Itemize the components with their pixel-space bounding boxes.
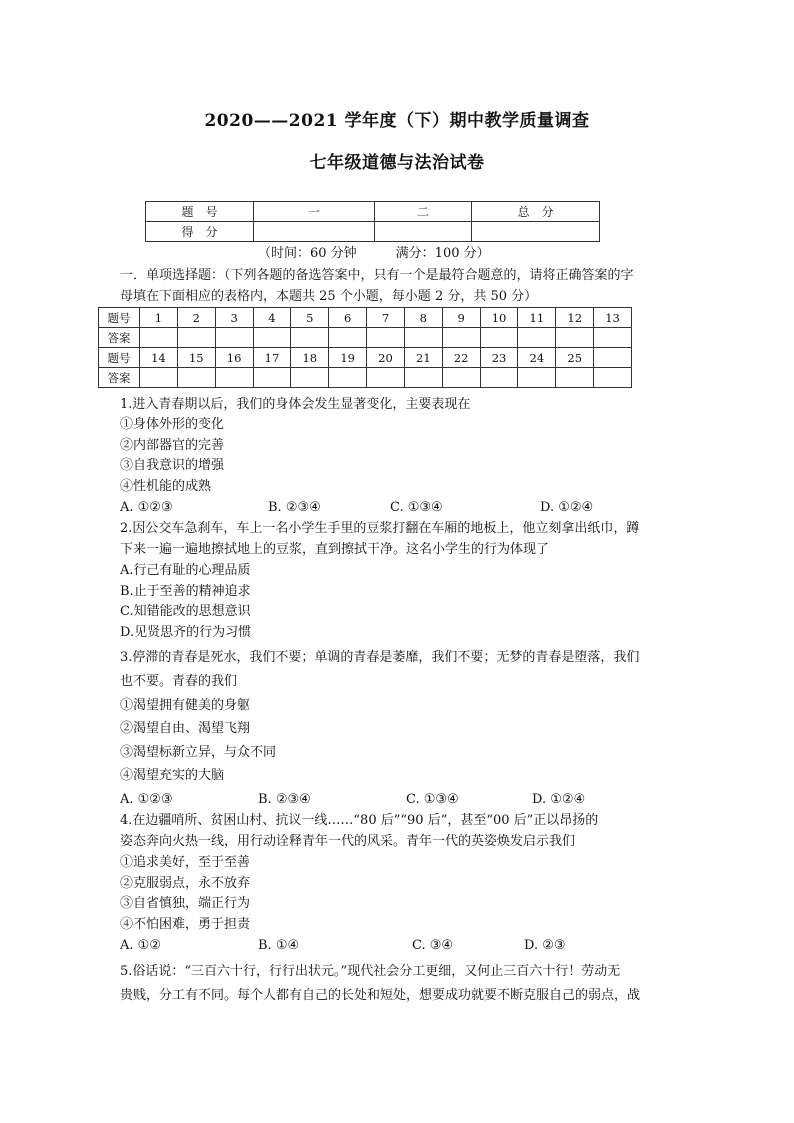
score-header-cell: 总 分 (472, 202, 600, 222)
question-item: ①渴望拥有健美的身躯 (120, 698, 251, 713)
question-item: ①追求美好，至于至善 (120, 855, 251, 870)
question-number: 16 (215, 348, 253, 368)
score-cell (472, 222, 600, 242)
answer-cell (140, 368, 178, 388)
question-item: ①身体外形的变化 (120, 417, 225, 432)
question-item: ②内部器官的完善 (120, 438, 225, 453)
answer-cell (404, 328, 442, 348)
answer-cell (404, 368, 442, 388)
answer-cell (140, 328, 178, 348)
question-number: 18 (291, 348, 329, 368)
question-number: 2 (177, 308, 215, 328)
question-number: 10 (480, 308, 518, 328)
answer-cell (594, 328, 632, 348)
question-item: ③自省慎独，端正行为 (120, 896, 251, 911)
answer-cell (177, 328, 215, 348)
answer-cell (177, 368, 215, 388)
answer-cell (518, 328, 556, 348)
question-number: 19 (329, 348, 367, 368)
question-item: ④不怕困难，勇于担责 (120, 917, 251, 932)
score-header-cell: 题 号 (146, 202, 254, 222)
question-number: 11 (518, 308, 556, 328)
answer-cell (367, 368, 405, 388)
answer-cell (215, 368, 253, 388)
answer-option: B. ①④ (258, 938, 300, 953)
answer-cell (480, 368, 518, 388)
answer-option: B. ②③④ (258, 792, 311, 807)
question-number: 14 (140, 348, 178, 368)
answer-option: A. ①②③ (120, 792, 173, 807)
answer-option: D. ②③ (524, 938, 566, 953)
answer-cell (594, 368, 632, 388)
question-number: 15 (177, 348, 215, 368)
question-number: 21 (404, 348, 442, 368)
question-number: 8 (404, 308, 442, 328)
question-number: 22 (442, 348, 480, 368)
question-number: 5 (291, 308, 329, 328)
answer-cell (253, 368, 291, 388)
answer-cell (442, 368, 480, 388)
question-stem: 1.进入青春期以后，我们的身体会发生显著变化，主要表现在 (120, 397, 471, 412)
question-number: 24 (518, 348, 556, 368)
question-number: 9 (442, 308, 480, 328)
question-stem: 下来一遍一遍地擦拭地上的豆浆，直到擦拭干净。这名小学生的行为体现了 (120, 542, 550, 557)
answer-cell (556, 328, 594, 348)
question-item: ④性机能的成熟 (120, 479, 212, 494)
answer-option: B.止于至善的精神追求 (120, 584, 251, 599)
answer-row-label: 题号 (99, 348, 140, 368)
answer-cell (329, 328, 367, 348)
answer-row-label: 答案 (99, 328, 140, 348)
answer-option: C. ①③④ (390, 500, 443, 515)
answer-cell (329, 368, 367, 388)
exam-title: 2020——2021 学年度（下）期中教学质量调查 (204, 111, 590, 131)
answer-option: A. ①② (120, 938, 161, 953)
answer-option: C. ③④ (412, 938, 454, 953)
answer-option: C.知错能改的思想意识 (120, 604, 251, 619)
answer-row-label: 答案 (99, 368, 140, 388)
answer-cell (215, 328, 253, 348)
answer-option: C. ①③④ (406, 792, 459, 807)
answer-option: A. ①②③ (120, 500, 173, 515)
question-number: 1 (140, 308, 178, 328)
answer-cell (556, 368, 594, 388)
answer-option: B. ②③④ (268, 500, 321, 515)
answer-row-label: 题号 (99, 308, 140, 328)
answer-cell (291, 328, 329, 348)
question-stem: 姿态奔向火热一线，用行动诠释青年一代的风采。青年一代的英姿焕发启示我们 (120, 834, 576, 849)
question-number (594, 348, 632, 368)
score-cell (375, 222, 472, 242)
time-info: （时间：60 分钟 满分：100 分） (258, 246, 490, 261)
score-header-cell: 二 (375, 202, 472, 222)
question-item: ③渴望标新立异，与众不同 (120, 745, 277, 760)
answer-option: D. ①②④ (540, 500, 594, 515)
question-number: 6 (329, 308, 367, 328)
answer-cell (442, 328, 480, 348)
question-number: 23 (480, 348, 518, 368)
score-row-label: 得 分 (146, 222, 254, 242)
question-number: 25 (556, 348, 594, 368)
question-item: ④渴望充实的大脑 (120, 768, 225, 783)
answer-table (98, 307, 632, 388)
question-number: 20 (367, 348, 405, 368)
answer-option: D.见贤思齐的行为习惯 (120, 625, 252, 640)
question-number: 12 (556, 308, 594, 328)
question-number: 17 (253, 348, 291, 368)
question-stem: 3.停滞的青春是死水，我们不要；单调的青春是萎靡，我们不要；无梦的青春是堕落，我们 (120, 650, 640, 665)
question-number: 7 (367, 308, 405, 328)
score-table (145, 201, 600, 242)
question-item: ③自我意识的增强 (120, 458, 225, 473)
section1-instruction: 一．单项选择题：（下列各题的备选答案中，只有一个是最符合题意的，请将正确答案的字 (120, 268, 634, 283)
answer-option: D. ①②④ (532, 792, 586, 807)
question-stem: 4.在边疆哨所、贫困山村、抗议一线……“80 后”“90 后”，甚至“00 后”正以昂扬的 (120, 813, 599, 828)
question-stem: 5.俗话说：“三百六十行，行行出状元。”现代社会分工更细，又何止三百六十行！劳动无 (120, 964, 621, 979)
answer-cell (480, 328, 518, 348)
answer-cell (518, 368, 556, 388)
score-header-cell: 一 (254, 202, 375, 222)
question-stem: 贵贱，分工有不同。每个人都有自己的长处和短处，想要成功就要不断克服自己的弱点，战 (120, 988, 641, 1003)
question-item: ②克服弱点，永不放弃 (120, 876, 251, 891)
question-item: ②渴望自由、渴望飞翔 (120, 721, 251, 736)
section1-instruction: 母填在下面相应的表格内，本题共 25 个小题，每小题 2 分，共 50 分） (120, 289, 538, 304)
question-number: 4 (253, 308, 291, 328)
score-cell (254, 222, 375, 242)
exam-subtitle: 七年级道德与法治试卷 (309, 153, 485, 173)
answer-cell (291, 368, 329, 388)
answer-cell (367, 328, 405, 348)
question-stem: 也不要。青春的我们 (120, 674, 238, 689)
answer-option: A.行己有耻的心理品质 (120, 563, 251, 578)
question-number: 3 (215, 308, 253, 328)
answer-cell (253, 328, 291, 348)
question-number: 13 (594, 308, 632, 328)
question-stem: 2.因公交车急刹车，车上一名小学生手里的豆浆打翻在车厢的地板上，他立刻拿出纸巾，蹲 (120, 521, 640, 536)
